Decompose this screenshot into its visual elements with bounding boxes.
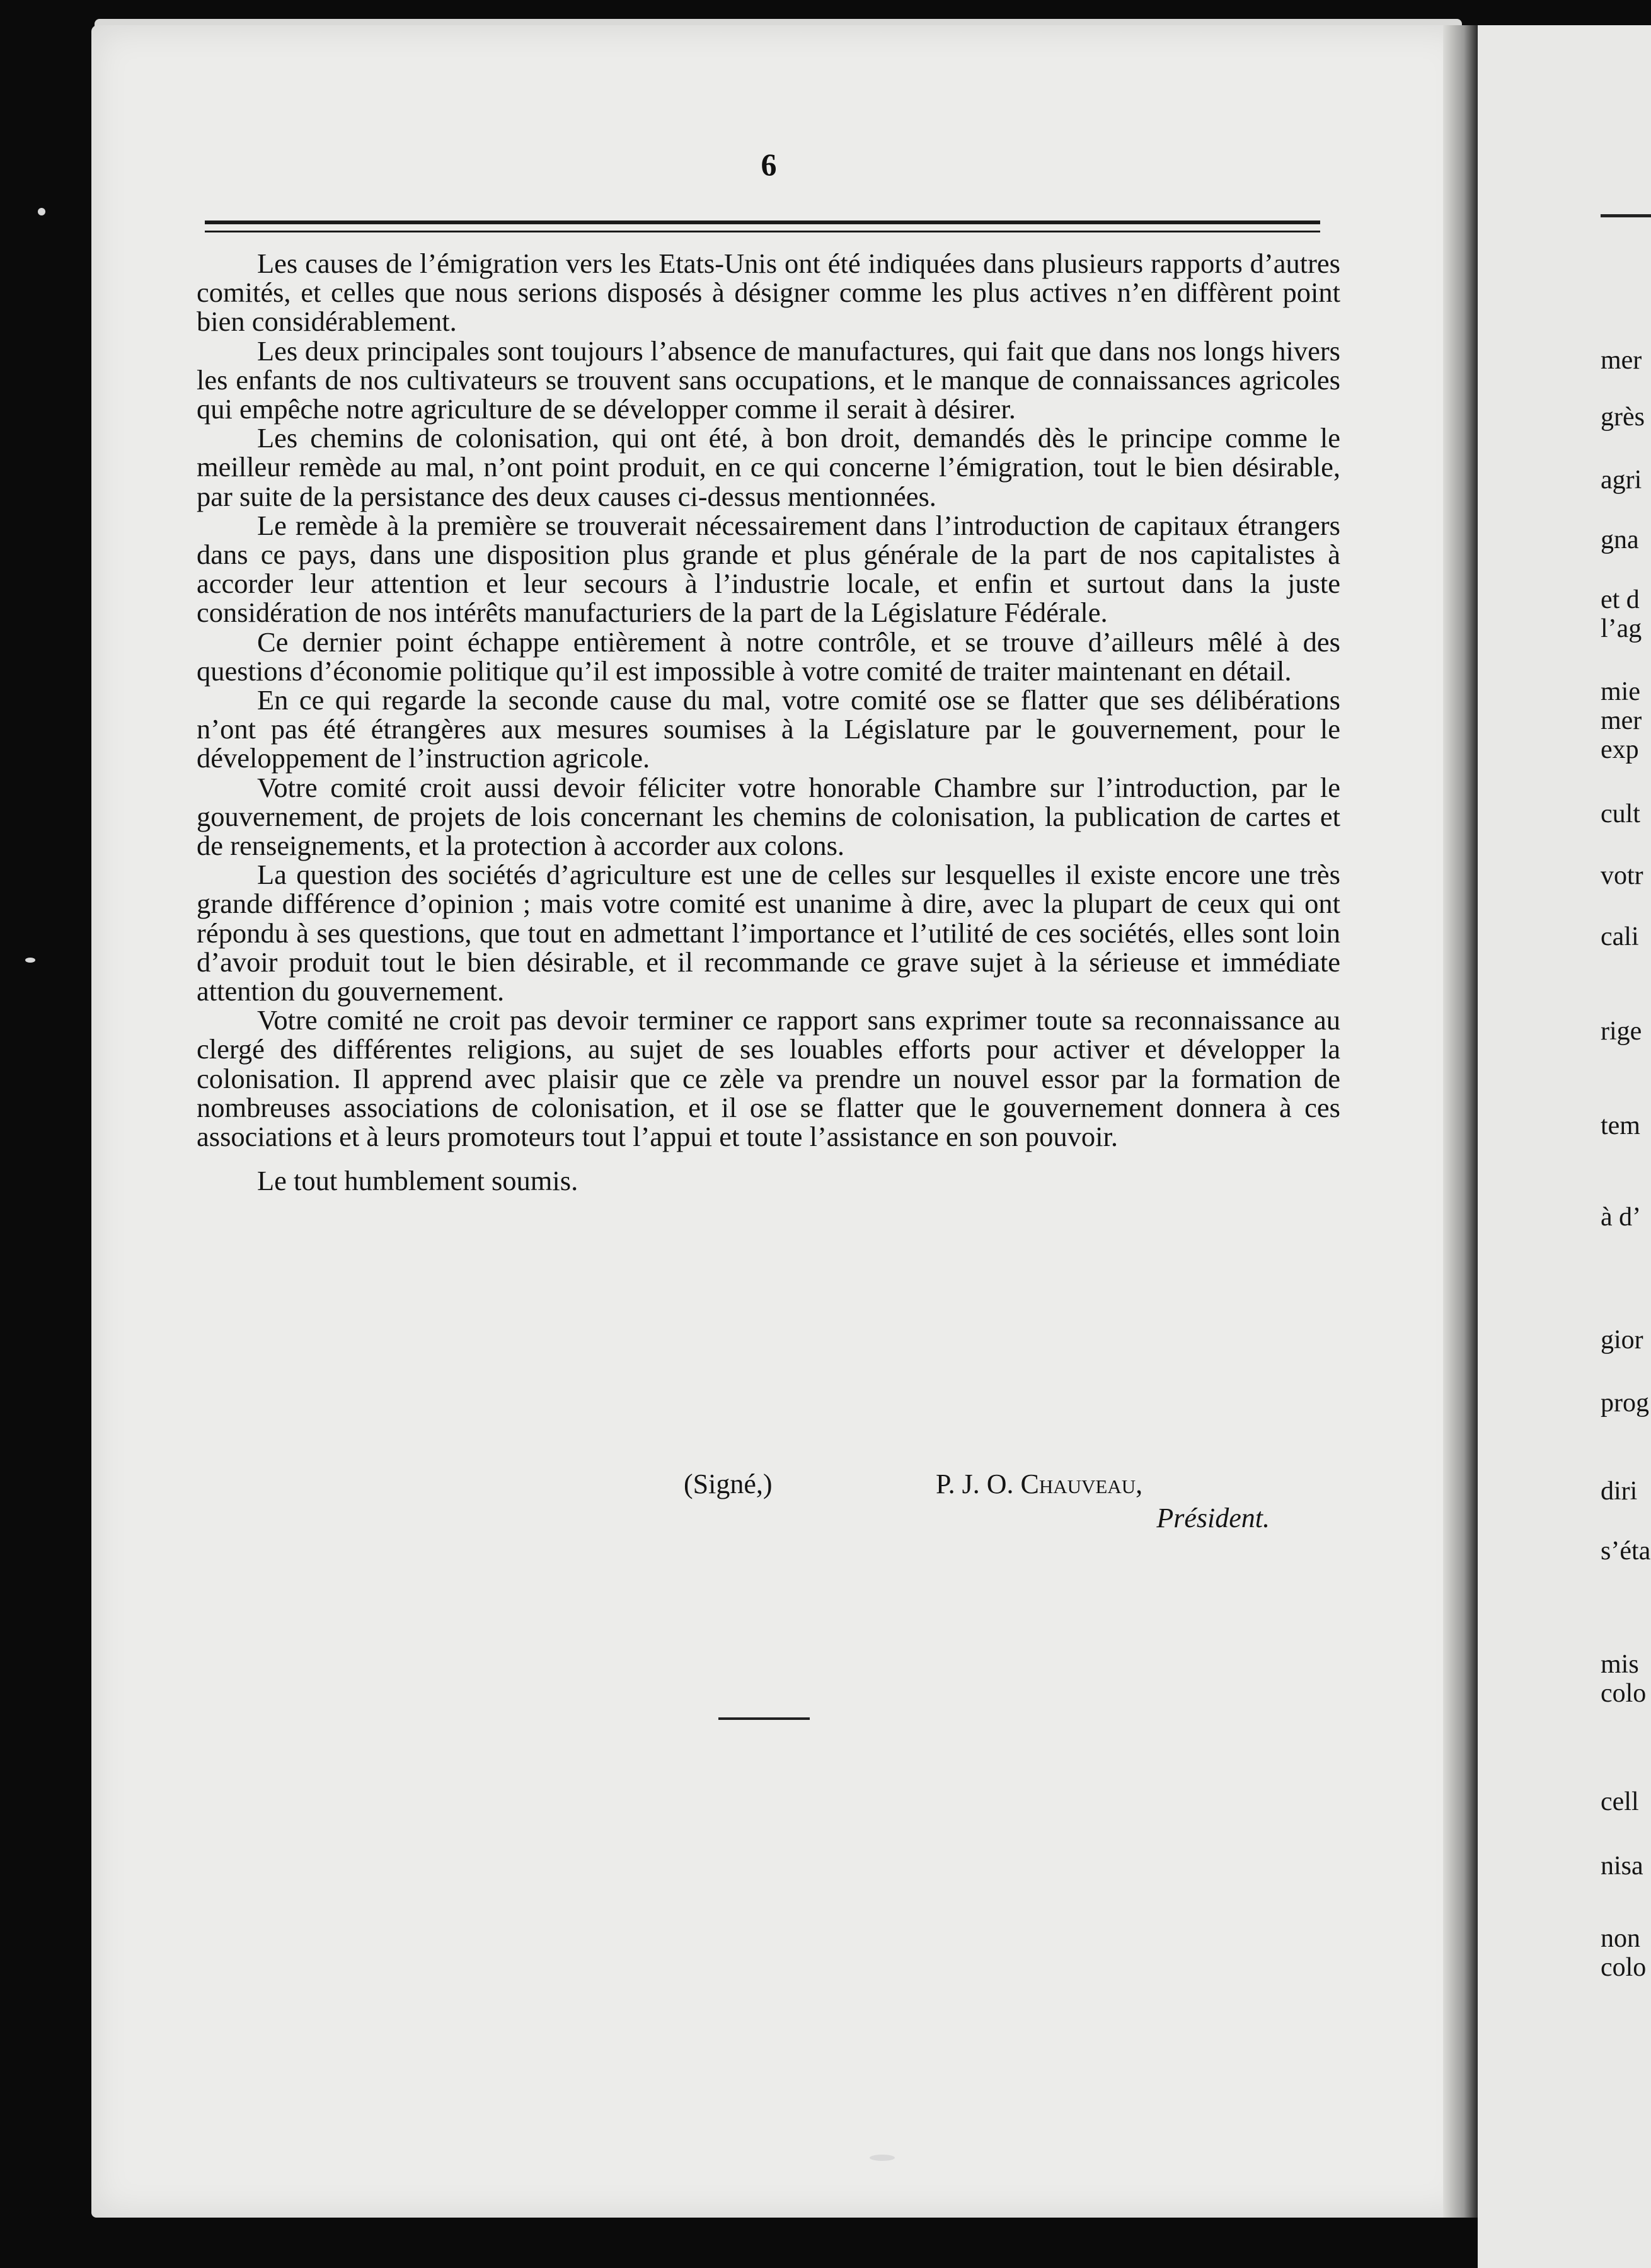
paragraph: La question des sociétés d’agriculture est une de celles sur lesquelles il existe encore une très grande différence d’opinion ; mais votre comité est unanime à dire, avec la plupart de ceux qui ont répondu à ses questions, que tout en admettant l’importance et l’utilité de ces sociétés, elles sont loin d’avoir produit tout le bien désirable, et il recommande ce grave sujet à la sérieuse et immédiate attention du gouvernement. [197, 859, 1340, 1007]
adjacent-word: exp [1601, 735, 1639, 764]
paragraph: Le remède à la première se trouverait nécessairement dans l’introduction de capitaux étrangers dans ce pays, dans une disposition plus grande et plus générale de la part de nos capitalistes à accorder leur attention et leur secours à l’industrie locale, et enfin et surtout dans la juste considération de nos intérêts manufacturiers de la part de la Législature Fédérale. [197, 509, 1340, 629]
adjacent-word: rige [1601, 1017, 1642, 1046]
adjacent-word: colo [1601, 1679, 1647, 1708]
paragraph: En ce qui regarde la seconde cause du mal, votre comité ose se flatter que ses délibérations n’ont pas été étrangères aux mesures soumises à la Législature par le gouvernement, pour le développement de l’instruction agricole. [197, 684, 1340, 774]
header-rule-thin [205, 231, 1320, 232]
adjacent-word: grès [1601, 403, 1645, 432]
scan-speck [25, 958, 35, 963]
adjacent-word: votr [1601, 861, 1643, 890]
adjacent-word: mie [1601, 677, 1640, 706]
page-number: 6 [761, 147, 777, 182]
adjacent-word: cell [1601, 1787, 1639, 1816]
signatory-title: Président. [1156, 1503, 1270, 1533]
adjacent-page-rule [1601, 214, 1651, 217]
signed-note: (Signé,) [684, 1469, 773, 1499]
adjacent-word: agri [1601, 466, 1642, 495]
paragraph: Les deux principales sont toujours l’absence de manufactures, qui fait que dans nos longs hivers les enfants de nos cultivateurs se trouvent sans occupations, et le manque de connaissances agricoles qui empêche notre agriculture de se développer comme il serait à désirer. [197, 335, 1340, 425]
adjacent-word: à d’ [1601, 1203, 1642, 1232]
adjacent-word: colo [1601, 1953, 1647, 1982]
paragraph: Votre comité croit aussi devoir féliciter votre honorable Chambre sur l’introduction, par le gouvernement, de projets de lois concernant les chemins de colonisation, la publication de cartes et de renseignements, et la protection à accorder aux colons. [197, 771, 1340, 862]
scan-speck [870, 2155, 895, 2161]
adjacent-word: l’ag [1601, 614, 1642, 643]
adjacent-word: gior [1601, 1326, 1643, 1354]
adjacent-word: s’éta [1601, 1537, 1651, 1566]
adjacent-word: nisa [1601, 1852, 1643, 1881]
end-rule [718, 1717, 810, 1720]
adjacent-word: mis [1601, 1650, 1639, 1679]
paragraph: Ce dernier point échappe entièrement à notre contrôle, et se trouve d’ailleurs mêlé à des questions d’économie politique qu’il est impossible à votre comité de traiter maintenant en détail. [197, 626, 1340, 687]
book-gutter [1443, 25, 1478, 2218]
adjacent-word: prog [1601, 1389, 1649, 1418]
adjacent-word: mer [1601, 346, 1642, 375]
paragraph: Les chemins de colonisation, qui ont été, à bon droit, demandés dès le principe comme le meilleur remède au mal, n’ont point produit, en ce qui concerne l’émigration, tout le bien désirable, par suite de la persistance des deux causes ci-dessus mentionnées. [197, 422, 1340, 512]
signatory-name: P. J. O. Chauveau, [936, 1469, 1143, 1499]
adjacent-word: gna [1601, 525, 1639, 554]
header-rule [205, 220, 1320, 224]
adjacent-word: cali [1601, 922, 1639, 951]
report-body [197, 249, 1340, 1196]
closing-line: Le tout humblement soumis. [257, 1165, 578, 1197]
adjacent-word: mer [1601, 706, 1642, 735]
adjacent-word: et d [1601, 585, 1640, 614]
signature-block [684, 1468, 1276, 1544]
paragraph: Votre comité ne croit pas devoir terminer ce rapport sans exprimer toute sa reconnaissance au clergé des différentes religions, au sujet de ses louables efforts pour activer et développer la colonisation. Il apprend avec plaisir que ce zèle va prendre un nouvel essor par la formation de nombreuses associations de colonisation, et il ose se flatter que le gouvernement donnera à ces associations et à leurs promoteurs tout l’appui et toute l’assistance en son pouvoir. [197, 1004, 1340, 1153]
adjacent-word: tem [1601, 1111, 1640, 1140]
adjacent-word: cult [1601, 799, 1640, 828]
adjacent-word: diri [1601, 1477, 1638, 1506]
paragraph: Les causes de l’émigration vers les Etats-Unis ont été indiquées dans plusieurs rapports d’autres comités, et celles que nous serions disposés à désigner comme les plus actives n’en diffèrent point bien considérablement. [197, 248, 1340, 338]
scan-speck [38, 208, 45, 215]
adjacent-word: non [1601, 1924, 1640, 1953]
